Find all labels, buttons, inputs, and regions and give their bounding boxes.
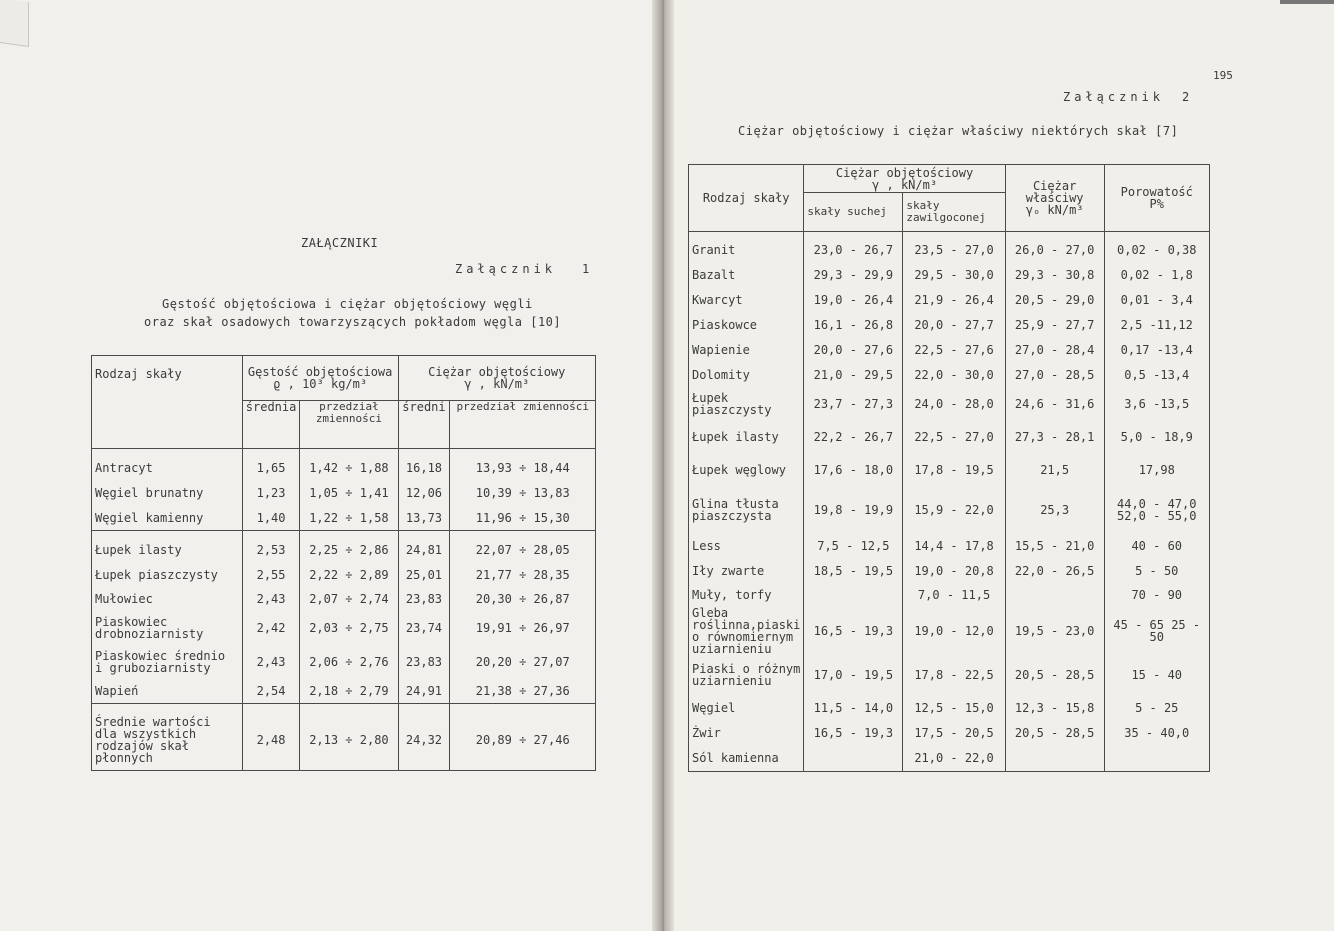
cell-spec	[1005, 583, 1104, 607]
cell-d-mean: 2,48	[242, 710, 300, 771]
table-row	[92, 645, 596, 679]
cell-dry: 21,0 - 29,5	[804, 362, 903, 387]
table-row	[689, 720, 1210, 745]
table-row	[689, 337, 1210, 362]
table-row	[92, 537, 596, 563]
row-label: Węgiel brunatny	[92, 480, 243, 505]
cell-dry: 23,7 - 27,3	[804, 387, 903, 420]
cell-wet: 7,0 - 11,5	[903, 583, 1005, 607]
header-dry: skały suchej	[804, 193, 903, 232]
header-range: przedział zmienności	[300, 401, 398, 449]
annex-label-2: Załącznik	[1063, 90, 1165, 104]
row-label: Węgiel kamienny	[92, 505, 243, 531]
row-label: Sól kamienna	[689, 745, 804, 772]
cell-dry: 17,0 - 19,5	[804, 655, 903, 695]
cell-dry: 17,6 - 18,0	[804, 453, 903, 487]
cell-d-range: 1,05 ÷ 1,41	[300, 480, 398, 505]
caption-right: Ciężar objętościowy i ciężar właściwy niektórych skał [7]	[738, 124, 1179, 138]
density-table	[91, 355, 596, 771]
header-porosity	[1104, 165, 1210, 232]
cell-wet: 23,5 - 27,0	[903, 232, 1005, 263]
cell-spec	[1005, 745, 1104, 772]
cell-wet: 24,0 - 28,0	[903, 387, 1005, 420]
annex-label: Załącznik	[455, 262, 557, 276]
table-row	[689, 487, 1210, 533]
cell-w-range: 21,38 ÷ 27,36	[450, 679, 596, 704]
cell-dry: 16,5 - 19,3	[804, 720, 903, 745]
header-porosity-unit: P%	[1149, 197, 1164, 211]
cell-d-mean: 2,43	[242, 587, 300, 611]
cell-dry: 16,5 - 19,3	[804, 607, 903, 655]
cell-dry: 22,2 - 26,7	[804, 420, 903, 453]
row-label: Piaskowiec średnio i gruboziarnisty	[92, 645, 243, 679]
cell-wet: 22,5 - 27,0	[903, 420, 1005, 453]
cell-d-mean: 2,54	[242, 679, 300, 704]
cell-wet: 17,5 - 20,5	[903, 720, 1005, 745]
table-row	[92, 480, 596, 505]
header-spec-weight-unit: γₒ kN/m³	[1025, 203, 1084, 217]
header-mean-2: średni	[398, 401, 450, 449]
cell-dry: 19,0 - 26,4	[804, 287, 903, 312]
header-spec-weight-title: Ciężar właściwy	[1025, 179, 1084, 205]
cell-por: 44,0 - 47,0 52,0 - 55,0	[1104, 487, 1210, 533]
table-row	[689, 745, 1210, 772]
cell-wet: 19,0 - 12,0	[903, 607, 1005, 655]
row-label: Bazalt	[689, 262, 804, 287]
row-label: Iły zwarte	[689, 558, 804, 583]
row-label: Łupek piaszczysty	[689, 387, 804, 420]
cell-spec: 24,6 - 31,6	[1005, 387, 1104, 420]
cell-d-range: 2,22 ÷ 2,89	[300, 563, 398, 587]
header-density-title: Gęstość objętościowa	[247, 365, 393, 380]
table-row	[92, 587, 596, 611]
cell-por: 2,5 -11,12	[1104, 312, 1210, 337]
cell-por: 0,01 - 3,4	[1104, 287, 1210, 312]
cell-w-range: 20,20 ÷ 27,07	[450, 645, 596, 679]
cell-w-mean: 25,01	[398, 563, 450, 587]
table-row	[689, 312, 1210, 337]
cell-dry: 23,0 - 26,7	[804, 232, 903, 263]
annex-number: 1	[582, 262, 590, 276]
cell-spec: 22,0 - 26,5	[1005, 558, 1104, 583]
cell-spec: 27,0 - 28,5	[1005, 362, 1104, 387]
cell-d-range: 1,22 ÷ 1,58	[300, 505, 398, 531]
table-row	[689, 655, 1210, 695]
cell-dry: 20,0 - 27,6	[804, 337, 903, 362]
row-label: Antracyt	[92, 455, 243, 480]
row-label: Łupek ilasty	[689, 420, 804, 453]
row-label: Łupek piaszczysty	[92, 563, 243, 587]
row-label: Piaskowiec drobnoziarnisty	[92, 611, 243, 645]
cell-w-range: 13,93 ÷ 18,44	[450, 455, 596, 480]
row-label: Wapienie	[689, 337, 804, 362]
cell-wet: 29,5 - 30,0	[903, 262, 1005, 287]
cell-wet: 17,8 - 22,5	[903, 655, 1005, 695]
folded-corner	[0, 0, 29, 47]
cell-w-range: 11,96 ÷ 15,30	[450, 505, 596, 531]
cell-wet: 22,5 - 27,6	[903, 337, 1005, 362]
cell-w-range: 19,91 ÷ 26,97	[450, 611, 596, 645]
table-row	[689, 453, 1210, 487]
cell-spec: 19,5 - 23,0	[1005, 607, 1104, 655]
cell-wet: 21,9 - 26,4	[903, 287, 1005, 312]
cell-d-mean: 1,23	[242, 480, 300, 505]
row-label: Łupek węglowy	[689, 453, 804, 487]
cell-d-mean: 2,55	[242, 563, 300, 587]
cell-d-mean: 2,42	[242, 611, 300, 645]
cell-w-mean: 16,18	[398, 455, 450, 480]
cell-spec: 15,5 - 21,0	[1005, 533, 1104, 558]
cell-w-range: 22,07 ÷ 28,05	[450, 537, 596, 563]
cell-spec: 29,3 - 30,8	[1005, 262, 1104, 287]
cell-wet: 22,0 - 30,0	[903, 362, 1005, 387]
cell-w-range: 10,39 ÷ 13,83	[450, 480, 596, 505]
table-row	[689, 387, 1210, 420]
cell-d-range: 2,25 ÷ 2,86	[300, 537, 398, 563]
cell-d-range: 2,06 ÷ 2,76	[300, 645, 398, 679]
table-row	[92, 611, 596, 645]
cell-spec: 12,3 - 15,8	[1005, 695, 1104, 720]
cell-dry: 11,5 - 14,0	[804, 695, 903, 720]
header-weight-title: Ciężar objętościowy	[428, 365, 566, 380]
cell-w-mean: 13,73	[398, 505, 450, 531]
cell-d-range: 2,03 ÷ 2,75	[300, 611, 398, 645]
cell-dry	[804, 583, 903, 607]
row-label: Less	[689, 533, 804, 558]
cell-w-range: 20,30 ÷ 26,87	[450, 587, 596, 611]
cell-dry: 19,8 - 19,9	[804, 487, 903, 533]
cell-dry	[804, 745, 903, 772]
table-row	[689, 420, 1210, 453]
cell-w-range: 21,77 ÷ 28,35	[450, 563, 596, 587]
cell-wet: 12,5 - 15,0	[903, 695, 1005, 720]
weight-table	[688, 164, 1210, 772]
cell-wet: 20,0 - 27,7	[903, 312, 1005, 337]
table-row	[689, 558, 1210, 583]
cell-por: 5,0 - 18,9	[1104, 420, 1210, 453]
cell-por: 17,98	[1104, 453, 1210, 487]
row-label: Wapień	[92, 679, 243, 704]
cell-w-mean: 24,81	[398, 537, 450, 563]
cell-spec: 25,3	[1005, 487, 1104, 533]
scan-edge	[1280, 0, 1334, 4]
table-row	[689, 232, 1210, 263]
table-row	[92, 563, 596, 587]
table-row	[92, 710, 596, 771]
table-row	[92, 455, 596, 480]
cell-spec: 25,9 - 27,7	[1005, 312, 1104, 337]
row-label: Średnie wartości dla wszystkich rodzajów skał płonnych	[92, 710, 243, 771]
header-mean: średnia	[242, 401, 300, 449]
cell-spec: 20,5 - 29,0	[1005, 287, 1104, 312]
row-label: Muły, torfy	[689, 583, 804, 607]
annex-number-2: 2	[1182, 90, 1190, 104]
row-label: Żwir	[689, 720, 804, 745]
row-label: Piaski o różnym uziarnieniu	[689, 655, 804, 695]
row-label: Gleba roślinna,piaski o równomiernym uziarnieniu	[689, 607, 804, 655]
header-density	[242, 356, 398, 401]
cell-por: 70 - 90	[1104, 583, 1210, 607]
cell-dry: 16,1 - 26,8	[804, 312, 903, 337]
table-row	[689, 362, 1210, 387]
header-wet: skały zawilgoconej	[903, 193, 1005, 232]
cell-dry: 7,5 - 12,5	[804, 533, 903, 558]
cell-spec: 20,5 - 28,5	[1005, 720, 1104, 745]
cell-d-range: 1,42 ÷ 1,88	[300, 455, 398, 480]
page-number: 195	[1213, 69, 1233, 82]
cell-wet: 21,0 - 22,0	[903, 745, 1005, 772]
header-density-unit: ϱ , 10³ kg/m³	[273, 377, 368, 392]
header-weight-unit: γ , kN/m³	[464, 377, 530, 392]
cell-w-mean: 24,91	[398, 679, 450, 704]
header-weight	[398, 356, 596, 401]
cell-por: 5 - 25	[1104, 695, 1210, 720]
book-gutter	[652, 0, 674, 931]
cell-wet: 19,0 - 20,8	[903, 558, 1005, 583]
cell-por: 40 - 60	[1104, 533, 1210, 558]
cell-spec: 20,5 - 28,5	[1005, 655, 1104, 695]
cell-por: 35 - 40,0	[1104, 720, 1210, 745]
cell-wet: 15,9 - 22,0	[903, 487, 1005, 533]
cell-w-mean: 23,74	[398, 611, 450, 645]
table-row	[92, 679, 596, 704]
cell-d-mean: 2,53	[242, 537, 300, 563]
row-label: Glina tłusta piaszczysta	[689, 487, 804, 533]
table-row	[92, 505, 596, 531]
row-label: Łupek ilasty	[92, 537, 243, 563]
header-range-2: przedział zmienności	[450, 401, 596, 449]
table-row	[689, 607, 1210, 655]
cell-spec: 27,3 - 28,1	[1005, 420, 1104, 453]
cell-w-mean: 24,32	[398, 710, 450, 771]
cell-por: 5 - 50	[1104, 558, 1210, 583]
header-vol-weight	[804, 165, 1005, 193]
table-row	[689, 583, 1210, 607]
cell-por: 0,17 -13,4	[1104, 337, 1210, 362]
header-porosity-title: Porowatość	[1120, 185, 1193, 199]
header-rock: Rodzaj skały	[92, 356, 243, 449]
cell-w-range: 20,89 ÷ 27,46	[450, 710, 596, 771]
caption-line-1: Gęstość objętościowa i ciężar objętościowy węgli	[162, 297, 533, 311]
cell-d-mean: 2,43	[242, 645, 300, 679]
cell-por: 0,02 - 1,8	[1104, 262, 1210, 287]
cell-por: 3,6 -13,5	[1104, 387, 1210, 420]
caption-line-2: oraz skał osadowych towarzyszących pokładom węgla [10]	[144, 315, 562, 329]
cell-wet: 14,4 - 17,8	[903, 533, 1005, 558]
cell-w-mean: 12,06	[398, 480, 450, 505]
row-label: Piaskowce	[689, 312, 804, 337]
table-row	[689, 533, 1210, 558]
cell-d-range: 2,07 ÷ 2,74	[300, 587, 398, 611]
table-row	[689, 287, 1210, 312]
appendix-heading: ZAŁĄCZNIKI	[301, 236, 379, 250]
cell-dry: 29,3 - 29,9	[804, 262, 903, 287]
cell-por: 0,5 -13,4	[1104, 362, 1210, 387]
row-label: Kwarcyt	[689, 287, 804, 312]
header-vol-weight-unit: γ , kN/m³	[872, 177, 938, 192]
cell-wet: 17,8 - 19,5	[903, 453, 1005, 487]
row-label: Dolomity	[689, 362, 804, 387]
cell-spec: 26,0 - 27,0	[1005, 232, 1104, 263]
table-row	[689, 695, 1210, 720]
cell-por: 15 - 40	[1104, 655, 1210, 695]
cell-w-mean: 23,83	[398, 645, 450, 679]
cell-d-mean: 1,40	[242, 505, 300, 531]
header-vol-weight-title: Ciężar objętościowy	[835, 165, 974, 180]
cell-spec: 21,5	[1005, 453, 1104, 487]
cell-w-mean: 23,83	[398, 587, 450, 611]
cell-d-range: 2,18 ÷ 2,79	[300, 679, 398, 704]
cell-por	[1104, 745, 1210, 772]
cell-por: 0,02 - 0,38	[1104, 232, 1210, 263]
row-label: Granit	[689, 232, 804, 263]
cell-spec: 27,0 - 28,4	[1005, 337, 1104, 362]
cell-por: 45 - 65 25 - 50	[1104, 607, 1210, 655]
cell-d-range: 2,13 ÷ 2,80	[300, 710, 398, 771]
row-label: Mułowiec	[92, 587, 243, 611]
header-rock-type: Rodzaj skały	[689, 165, 804, 232]
header-spec-weight	[1005, 165, 1104, 232]
cell-d-mean: 1,65	[242, 455, 300, 480]
table-row	[689, 262, 1210, 287]
cell-dry: 18,5 - 19,5	[804, 558, 903, 583]
row-label: Węgiel	[689, 695, 804, 720]
